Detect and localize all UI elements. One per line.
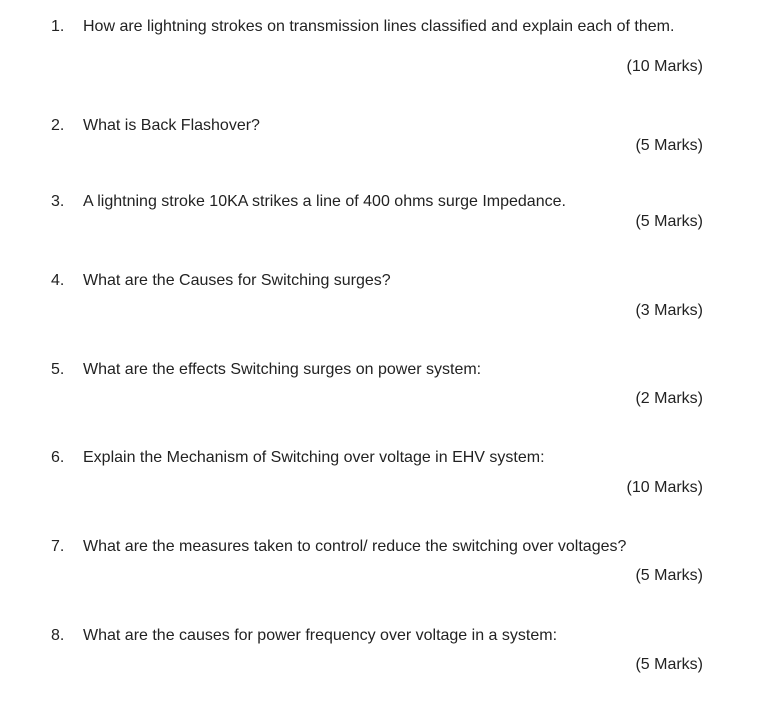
question-number: 6.: [51, 449, 65, 466]
question-text: What is Back Flashover?: [83, 117, 260, 134]
question-number: 5.: [51, 361, 65, 378]
question-marks: (5 Marks): [635, 137, 703, 154]
question-text: What are the effects Switching surges on power system:: [83, 361, 482, 378]
question-number: 8.: [51, 627, 65, 644]
question-number: 1.: [51, 18, 65, 35]
question-text: What are the measures taken to control/ reduce the switching over voltages?: [83, 538, 627, 555]
question-marks: (5 Marks): [635, 213, 703, 230]
question-marks: (10 Marks): [626, 58, 703, 75]
question-number: 2.: [51, 117, 65, 134]
question-marks: (5 Marks): [635, 567, 703, 584]
question-text: How are lightning strokes on transmission lines classified and explain each of them.: [83, 18, 675, 35]
question-number: 3.: [51, 193, 65, 210]
question-text: Explain the Mechanism of Switching over voltage in EHV system:: [83, 449, 545, 466]
question-text: What are the causes for power frequency over voltage in a system:: [83, 627, 558, 644]
question-marks: (2 Marks): [635, 390, 703, 407]
question-number: 7.: [51, 538, 65, 555]
question-number: 4.: [51, 272, 65, 289]
question-marks: (3 Marks): [635, 302, 703, 319]
question-text: What are the Causes for Switching surges?: [83, 272, 391, 289]
question-text: A lightning stroke 10KA strikes a line of 400 ohms surge Impedance.: [83, 193, 566, 210]
question-marks: (5 Marks): [635, 656, 703, 673]
question-marks: (10 Marks): [626, 479, 703, 496]
